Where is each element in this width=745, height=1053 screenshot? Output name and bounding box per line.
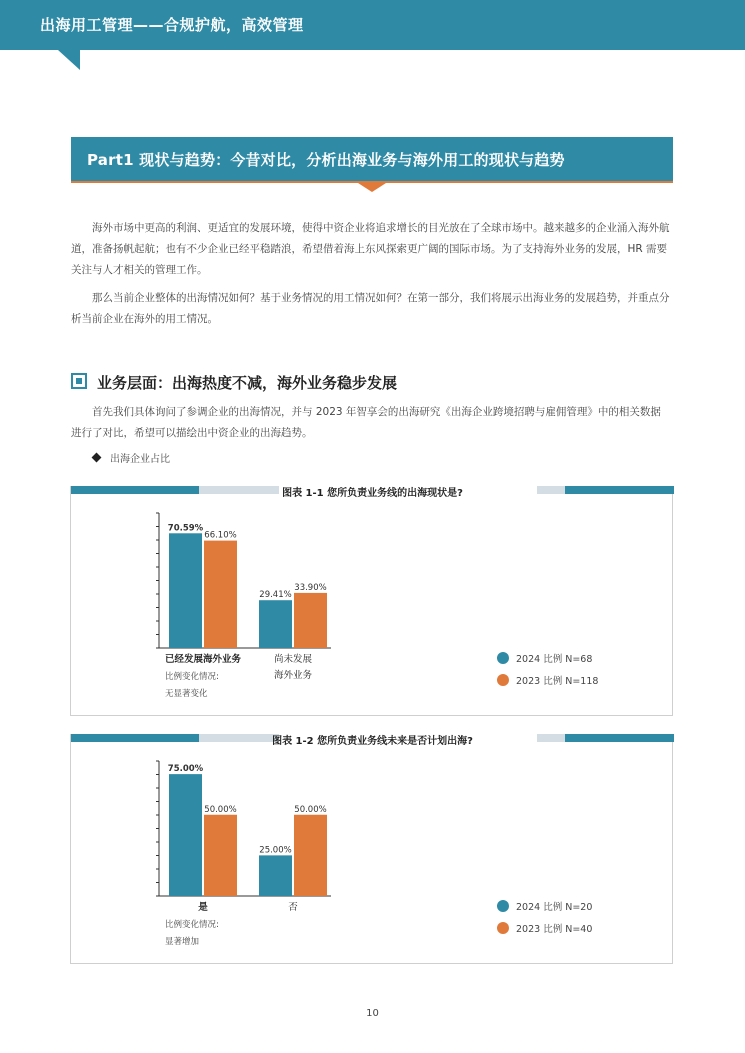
category-label: 已经发展海外业务 [164, 654, 242, 665]
bar-2023 [204, 815, 237, 896]
legend-label: 2024 比例 N=20 [516, 902, 593, 913]
chart-2-title: 图表 1-2 您所负责业务线未来是否计划出海? [272, 736, 473, 747]
change-note: 显著增加 [165, 937, 200, 947]
data-label: 75.00% [167, 764, 204, 775]
data-label: 33.90% [294, 582, 327, 593]
change-note: 比例变化情况: [165, 672, 219, 682]
bar-2024 [259, 600, 292, 648]
part-title: Part1 现状与趋势：今昔对比，分析出海业务与海外用工的现状与趋势 [87, 151, 565, 169]
bar-2023 [294, 815, 327, 896]
legend-label: 2024 比例 N=68 [516, 654, 593, 665]
data-label: 50.00% [204, 804, 237, 815]
category-label: 尚未发展 [273, 654, 313, 665]
bullet-item [93, 450, 170, 465]
change-note: 无显著变化 [165, 689, 208, 699]
bar-2024 [169, 774, 202, 896]
category-label: 是 [198, 902, 208, 913]
category-label: 海外业务 [273, 670, 313, 681]
data-label: 50.00% [294, 804, 327, 815]
intro-paragraph-1: 海外市场中更高的利润、更适宜的发展环境，使得中资企业将追求增长的目光放在了全球市场中。越来越多的企业涌入海外航道，准备扬帆起航；也有不少企业已经平稳踏浪，希望借着海上东风探索更广阔的国际市场。为了支持海外业务的发展，HR 需要关注与人才相关的管理工作。 [71, 222, 670, 276]
chart-1-title: 图表 1-1 您所负责业务线的出海现状是? [282, 488, 463, 499]
part-banner [71, 137, 673, 183]
bar-2023 [294, 593, 327, 648]
data-label: 25.00% [259, 845, 292, 856]
section-paragraph: 首先我们具体询问了参调企业的出海情况，并与 2023 年智享会的出海研究《出海企业跨境招聘与雇佣管理》中的相关数据进行了对比，希望可以描绘出中资企业的出海趋势。 [71, 406, 661, 439]
chart-1-svg [71, 486, 674, 714]
category-label: 否 [288, 902, 298, 913]
bullet-label: 出海企业占比 [110, 454, 170, 465]
chart-1-box [70, 486, 673, 716]
legend-dot [497, 652, 509, 664]
intro-paragraph-2: 那么当前企业整体的出海情况如何？基于业务情况的用工情况如何？在第一部分，我们将展示出海业务的发展趋势，并重点分析当前企业在海外的用工情况。 [71, 292, 670, 325]
section-title: 业务层面：出海热度不减，海外业务稳步发展 [97, 374, 398, 392]
bar-2023 [204, 541, 237, 648]
page-header [0, 0, 745, 50]
data-label: 29.41% [259, 590, 292, 601]
legend-dot [497, 900, 509, 912]
header-title: 出海用工管理——合规护航，高效管理 [40, 16, 304, 34]
header-notch [58, 50, 80, 70]
chart-2-box [70, 734, 673, 964]
data-label: 70.59% [167, 523, 204, 534]
page-number: 10 [366, 1008, 379, 1019]
diamond-bullet-icon [92, 453, 102, 463]
legend-dot [497, 922, 509, 934]
legend-dot [497, 674, 509, 686]
bar-2024 [169, 533, 202, 648]
bar-2024 [259, 855, 292, 896]
data-label: 66.10% [204, 530, 237, 541]
change-note: 比例变化情况: [165, 920, 219, 930]
chart-2-svg [71, 734, 674, 962]
square-icon [71, 373, 87, 389]
part-banner-notch [358, 183, 386, 192]
legend-label: 2023 比例 N=118 [516, 676, 599, 687]
legend-label: 2023 比例 N=40 [516, 924, 593, 935]
